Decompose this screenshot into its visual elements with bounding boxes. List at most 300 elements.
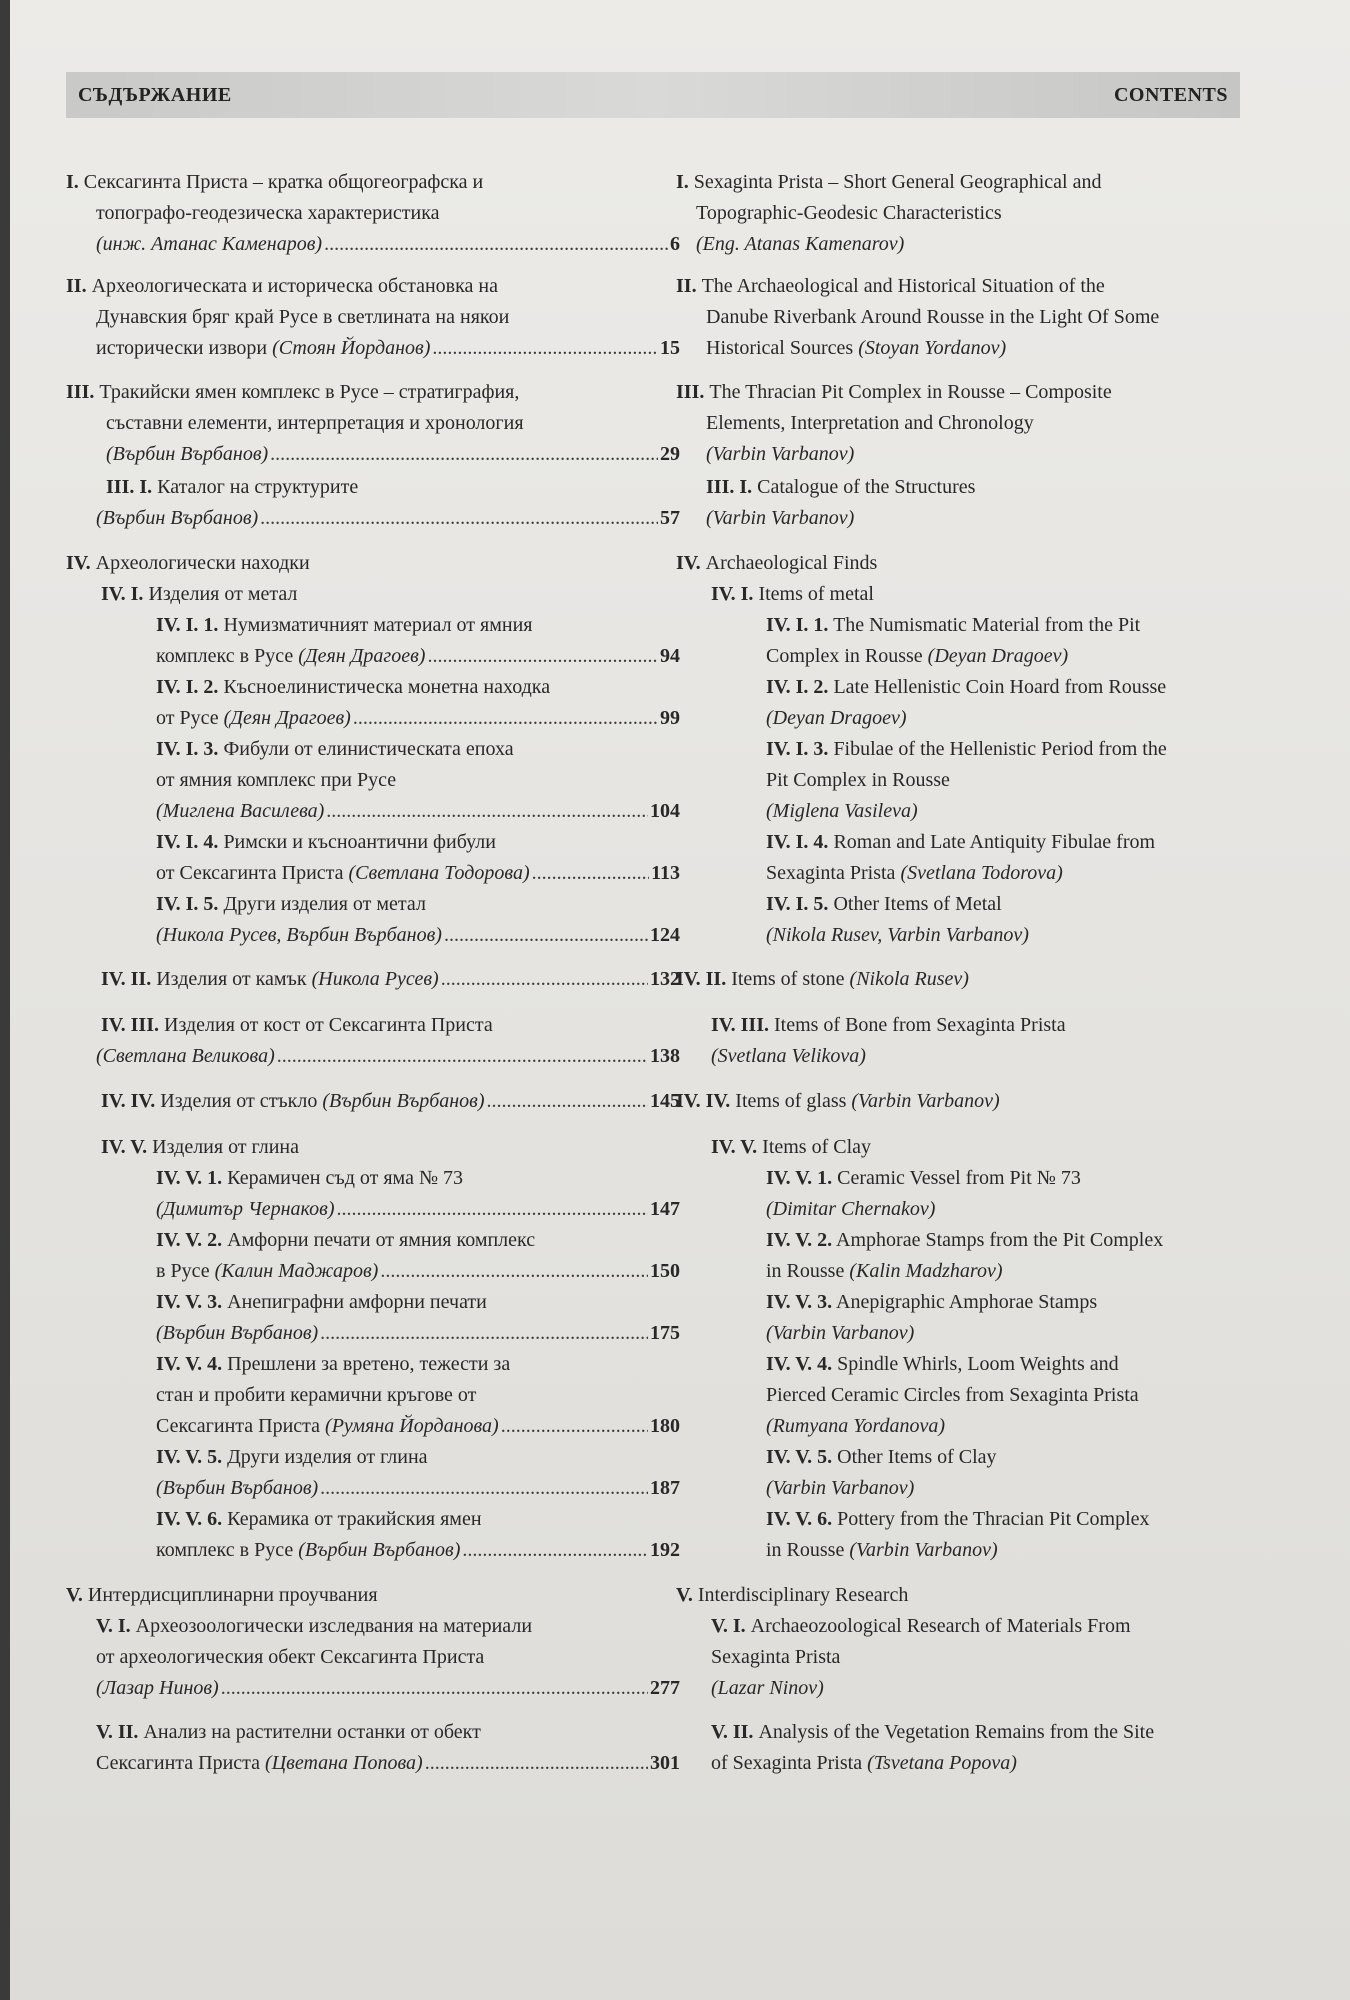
section-number: I. — [66, 171, 84, 193]
section-title: Анепиграфни амфорни печати — [222, 1291, 487, 1313]
toc-entry-en[interactable] — [676, 1086, 1266, 1117]
section-number: IV. V. 2. — [766, 1229, 833, 1251]
author-name: (Върбин Върбанов) — [156, 1322, 319, 1344]
author-name: (Цветана Попова) — [265, 1752, 423, 1774]
author-name: (инж. Атанас Каменаров) — [96, 233, 323, 255]
toc-line — [66, 1717, 680, 1748]
toc-entry-bg[interactable] — [66, 734, 680, 827]
toc-author-row — [676, 1473, 1266, 1504]
section-number: IV. IV. — [676, 1090, 736, 1112]
dot-leader — [444, 920, 648, 951]
page-number: 277 — [650, 1677, 680, 1699]
section-title: Фибули от елинистическата епоха — [218, 738, 514, 760]
toc-author-row — [66, 503, 680, 534]
section-title: Други изделия от метал — [218, 893, 426, 915]
toc-line — [676, 827, 1266, 858]
section-title: Керамичен съд от яма № 73 — [222, 1167, 464, 1189]
toc-author-row — [676, 1194, 1266, 1225]
toc-line — [66, 1611, 680, 1642]
dot-leader — [462, 1535, 648, 1566]
section-title: Римски и късноантични фибули — [218, 831, 496, 853]
toc-line — [676, 610, 1266, 641]
section-number: IV. V. 6. — [156, 1508, 223, 1530]
header-title-en: CONTENTS — [1113, 84, 1228, 106]
page-number: 180 — [650, 1415, 680, 1437]
toc-line — [66, 472, 680, 503]
toc-line — [66, 1442, 680, 1473]
toc-line: Danube Riverbank Around Rousse in the Light Of Some — [706, 306, 1160, 328]
section-number: V. — [66, 1584, 88, 1606]
author-name: (Svetlana Velikova) — [711, 1045, 866, 1067]
toc-author-row — [676, 439, 1266, 470]
toc-entry-bg[interactable] — [66, 1225, 680, 1287]
toc-author-row — [66, 1535, 680, 1566]
toc-author-row — [66, 439, 680, 470]
section-title: Catalogue of the Structures — [757, 476, 976, 498]
author-name: (Varbin Varbanov) — [706, 443, 855, 465]
author-name: (Svetlana Todorova) — [900, 862, 1063, 884]
toc-line — [676, 377, 1266, 408]
section-number: IV. I. 2. — [156, 676, 219, 698]
page-number: 99 — [660, 707, 680, 729]
section-number: IV. II. — [676, 968, 732, 990]
toc-line — [676, 271, 1266, 302]
section-number: IV. III. — [711, 1014, 774, 1036]
toc-author-row — [66, 1256, 680, 1287]
dot-leader — [337, 1194, 649, 1225]
section-number: III. — [676, 381, 710, 403]
dot-leader — [380, 1256, 648, 1287]
author-name: (Стоян Йорданов) — [272, 337, 431, 359]
section-title: Късноелинистическа монетна находка — [218, 676, 551, 698]
section-number: IV. V. 1. — [766, 1167, 833, 1189]
section-title: Interdisciplinary Research — [697, 1584, 909, 1606]
author-name: (Kalin Madzharov) — [849, 1260, 1003, 1282]
section-number: IV. V. 2. — [156, 1229, 223, 1251]
section-title: Items of stone — [731, 968, 850, 990]
dot-leader — [353, 703, 658, 734]
author-name: (Върбин Върбанов) — [96, 507, 259, 529]
toc-line — [676, 1504, 1266, 1535]
toc-line — [66, 672, 680, 703]
toc-line — [676, 1010, 1266, 1041]
toc-entry-en[interactable] — [676, 472, 1266, 534]
toc-line: съставни елементи, интерпретация и хронология — [106, 412, 524, 434]
section-title: в Русе — [156, 1260, 215, 1282]
toc-entry-bg[interactable] — [66, 1349, 680, 1442]
section-number: IV. V. 3. — [156, 1291, 223, 1313]
section-title: Spindle Whirls, Loom Weights and — [832, 1353, 1119, 1375]
toc-entry-en[interactable] — [676, 548, 1266, 610]
section-title: in Rousse — [766, 1260, 850, 1282]
toc-entry-en[interactable] — [676, 377, 1266, 470]
section-title: Изделия от глина — [152, 1136, 300, 1158]
section-number: IV. — [66, 552, 96, 574]
author-name: (Stoyan Yordanov) — [858, 337, 1007, 359]
author-name: (Miglena Vasileva) — [766, 800, 918, 822]
toc-entry-bg[interactable] — [66, 672, 680, 734]
toc-line: Elements, Interpretation and Chronology — [706, 412, 1034, 434]
contents-header-bar — [66, 72, 1240, 118]
toc-author-row — [676, 229, 1266, 260]
toc-line — [66, 1287, 680, 1318]
toc-entry-bg[interactable] — [66, 1132, 680, 1163]
toc-author-row — [676, 1256, 1266, 1287]
author-name: (Върбин Върбанов) — [298, 1539, 461, 1561]
section-title: Изделия от камък — [156, 968, 312, 990]
section-number: III. I. — [106, 476, 158, 498]
section-title: The Thracian Pit Complex in Rousse – Composite — [709, 381, 1112, 403]
dot-leader — [425, 1748, 648, 1779]
author-name: (Lazar Ninov) — [711, 1677, 824, 1699]
toc-author-row — [66, 1473, 680, 1504]
section-number: V. II. — [96, 1721, 144, 1743]
toc-line — [66, 1349, 680, 1380]
toc-author-row — [676, 1748, 1266, 1779]
section-number: IV. I. 1. — [156, 614, 219, 636]
section-title: комплекс в Русе — [156, 1539, 299, 1561]
section-number: IV. — [676, 552, 706, 574]
toc-entry-bg[interactable] — [66, 964, 680, 995]
section-title: Изделия от кост от Сексагинта Приста — [164, 1014, 493, 1036]
toc-line — [676, 472, 1266, 503]
toc-line — [66, 610, 680, 641]
section-title: Historical Sources — [706, 337, 859, 359]
toc-entry-bg[interactable] — [66, 827, 680, 889]
author-name: (Деян Драгоев) — [223, 707, 351, 729]
section-number: IV. V. 1. — [156, 1167, 223, 1189]
toc-author-row — [66, 858, 680, 889]
toc-entry-bg[interactable] — [66, 1086, 680, 1117]
toc-author-row — [676, 1535, 1266, 1566]
section-title: Analysis of the Vegetation Remains from the Site — [758, 1721, 1155, 1743]
dot-leader — [221, 1673, 648, 1704]
section-title: Археологически находки — [95, 552, 310, 574]
toc-author-row — [66, 796, 680, 827]
author-name: (Деян Драгоев) — [298, 645, 426, 667]
toc-entry-bg[interactable] — [66, 1717, 680, 1779]
dot-leader — [326, 796, 648, 827]
section-title: Other Items of Clay — [832, 1446, 997, 1468]
toc-entry-en[interactable] — [676, 964, 1266, 995]
section-number: III. I. — [706, 476, 758, 498]
author-name: (Върбин Върбанов) — [322, 1090, 485, 1112]
toc-entry-en[interactable] — [676, 672, 1266, 734]
page-number: 15 — [660, 337, 680, 359]
toc-line — [676, 1580, 1266, 1611]
contents-page — [10, 0, 1350, 2000]
dot-leader — [277, 1041, 648, 1072]
author-name: (Varbin Varbanov) — [849, 1539, 998, 1561]
toc-line — [66, 1504, 680, 1535]
section-number: III. — [66, 381, 100, 403]
page-number: 104 — [650, 800, 680, 822]
page-number: 187 — [650, 1477, 680, 1499]
toc-entry-en[interactable] — [676, 1010, 1266, 1072]
author-name: (Dimitar Chernakov) — [766, 1198, 936, 1220]
toc-entry-en[interactable] — [676, 1717, 1266, 1779]
toc-entry-bg[interactable] — [66, 1442, 680, 1504]
toc-entry-en[interactable] — [676, 1287, 1266, 1349]
toc-line — [66, 167, 680, 198]
section-number: V. II. — [711, 1721, 759, 1743]
dot-leader — [532, 858, 649, 889]
author-name: (Върбин Върбанов) — [156, 1477, 319, 1499]
toc-entry-en[interactable] — [676, 1225, 1266, 1287]
page-number: 147 — [650, 1198, 680, 1220]
toc-line — [66, 1163, 680, 1194]
toc-line: от ямния комплекс при Русе — [156, 769, 397, 791]
toc-entry-en[interactable] — [676, 1580, 1266, 1704]
author-name: (Varbin Varbanov) — [706, 507, 855, 529]
toc-line — [676, 1225, 1266, 1256]
toc-entry-bg[interactable] — [66, 1580, 680, 1704]
toc-author-row — [676, 1086, 1266, 1117]
toc-line: Дунавския бряг край Русе в светлината на някои — [96, 306, 510, 328]
author-name: (Никола Русев) — [311, 968, 439, 990]
section-title: Fibulae of the Hellenistic Period from the — [828, 738, 1167, 760]
author-name: (Nikola Rusev) — [849, 968, 969, 990]
section-title: in Rousse — [766, 1539, 850, 1561]
toc-entry-en[interactable] — [676, 827, 1266, 889]
toc-line — [66, 377, 680, 408]
toc-line — [676, 672, 1266, 703]
toc-entry-en[interactable] — [676, 1132, 1266, 1163]
toc-author-row — [676, 641, 1266, 672]
section-number: IV. I. — [711, 583, 759, 605]
toc-author-row — [676, 503, 1266, 534]
author-name: (Tsvetana Popova) — [867, 1752, 1017, 1774]
author-name: (Rumyana Yordanova) — [766, 1415, 946, 1437]
toc-entry-en[interactable] — [676, 167, 1266, 260]
author-name: (Върбин Върбанов) — [106, 443, 269, 465]
toc-author-row — [66, 641, 680, 672]
toc-line: топографо-геодезическа характеристика — [96, 202, 440, 224]
section-number: IV. V. — [101, 1136, 153, 1158]
dot-leader — [324, 229, 668, 260]
toc-entry-en[interactable] — [676, 1442, 1266, 1504]
section-title: Archaeological Finds — [705, 552, 878, 574]
author-name: (Лазар Нинов) — [96, 1677, 219, 1699]
section-title: Каталог на структурите — [157, 476, 359, 498]
section-title: Амфорни печати от ямния комплекс — [222, 1229, 536, 1251]
page-number: 138 — [650, 1045, 680, 1067]
toc-entry-bg[interactable] — [66, 889, 680, 951]
section-title: The Archaeological and Historical Situation of the — [701, 275, 1105, 297]
section-title: Изделия от метал — [148, 583, 298, 605]
toc-entry-en[interactable] — [676, 734, 1266, 827]
section-number: II. — [66, 275, 92, 297]
section-number: IV. I. 5. — [156, 893, 219, 915]
section-title: of Sexaginta Prista — [711, 1752, 868, 1774]
toc-author-row — [66, 333, 680, 364]
toc-entry-bg[interactable] — [66, 1010, 680, 1072]
author-name: (Румяна Йорданова) — [325, 1415, 499, 1437]
toc-entry-en[interactable] — [676, 1163, 1266, 1225]
toc-author-row — [676, 920, 1266, 951]
section-number: IV. III. — [101, 1014, 164, 1036]
toc-author-row — [66, 1748, 680, 1779]
section-number: V. I. — [711, 1615, 751, 1637]
section-title: Сексагинта Приста — [156, 1415, 326, 1437]
section-title: исторически извори — [96, 337, 273, 359]
dot-leader — [487, 1086, 648, 1117]
toc-line — [66, 889, 680, 920]
page-number: 124 — [650, 924, 680, 946]
toc-line: Pit Complex in Rousse — [766, 769, 950, 791]
section-number: IV. V. 4. — [156, 1353, 223, 1375]
toc-line — [66, 1132, 680, 1163]
toc-entry-bg[interactable] — [66, 472, 680, 534]
page-number: 132 — [650, 968, 680, 990]
author-name: (Никола Русев, Върбин Върбанов) — [156, 924, 442, 946]
toc-line — [676, 548, 1266, 579]
section-title: Items of Clay — [762, 1136, 872, 1158]
toc-line — [66, 1010, 680, 1041]
section-number: IV. IV. — [101, 1090, 161, 1112]
section-title: Amphorae Stamps from the Pit Complex — [832, 1229, 1164, 1251]
toc-author-row — [676, 1673, 1266, 1704]
author-name: (Nikola Rusev, Varbin Varbanov) — [766, 924, 1029, 946]
toc-entry-bg[interactable] — [66, 167, 680, 260]
section-number: IV. I. 5. — [766, 893, 829, 915]
toc-author-row — [676, 333, 1266, 364]
toc-entry-bg[interactable] — [66, 1287, 680, 1349]
toc-entry-en[interactable] — [676, 610, 1266, 672]
toc-author-row — [676, 796, 1266, 827]
author-name: (Eng. Atanas Kamenarov) — [696, 233, 905, 255]
section-number: IV. V. — [711, 1136, 763, 1158]
toc-line — [676, 1163, 1266, 1194]
section-number: IV. I. 4. — [156, 831, 219, 853]
toc-entry-en[interactable] — [676, 271, 1266, 364]
dot-leader — [320, 1473, 648, 1504]
toc-line: Pierced Ceramic Circles from Sexaginta Prista — [766, 1384, 1139, 1406]
dot-leader — [270, 439, 658, 470]
toc-entry-bg[interactable] — [66, 271, 680, 364]
section-title: Sexaginta Prista — [766, 862, 901, 884]
toc-line — [676, 889, 1266, 920]
author-name: (Димитър Чернаков) — [156, 1198, 335, 1220]
toc-line — [676, 1287, 1266, 1318]
section-number: IV. V. 6. — [766, 1508, 833, 1530]
toc-entry-en[interactable] — [676, 1504, 1266, 1566]
toc-line — [66, 548, 680, 579]
page-number: 175 — [650, 1322, 680, 1344]
toc-line: Topographic-Geodesic Characteristics — [696, 202, 1002, 224]
section-title: Sexaginta Prista – Short General Geographical and — [693, 171, 1102, 193]
section-title: Археозоологически изследвания на материали — [135, 1615, 533, 1637]
page-number: 57 — [660, 507, 680, 529]
toc-author-row — [676, 1411, 1266, 1442]
page-number: 301 — [650, 1752, 680, 1774]
dot-leader — [427, 641, 658, 672]
section-title: от Сексагинта Приста — [156, 862, 349, 884]
toc-entry-bg[interactable] — [66, 1504, 680, 1566]
toc-entry-en[interactable] — [676, 1349, 1266, 1442]
toc-entry-bg[interactable] — [66, 548, 680, 610]
section-title: комплекс в Русе — [156, 645, 299, 667]
toc-line — [66, 1225, 680, 1256]
section-title: Археологическата и историческа обстановка на — [91, 275, 498, 297]
section-number: IV. I. 4. — [766, 831, 829, 853]
toc-author-row — [66, 229, 680, 260]
section-number: V. I. — [96, 1615, 136, 1637]
page-number: 113 — [651, 862, 680, 884]
toc-author-row — [676, 858, 1266, 889]
section-number: II. — [676, 275, 702, 297]
section-number: I. — [676, 171, 694, 193]
section-title: Други изделия от глина — [222, 1446, 428, 1468]
section-number: IV. I. 3. — [766, 738, 829, 760]
toc-line — [66, 734, 680, 765]
dot-leader — [441, 964, 648, 995]
toc-entry-bg[interactable] — [66, 610, 680, 672]
section-number: IV. II. — [101, 968, 157, 990]
toc-line: Sexaginta Prista — [711, 1646, 841, 1668]
toc-author-row — [676, 964, 1266, 995]
toc-entry-bg[interactable] — [66, 377, 680, 470]
section-title: Roman and Late Antiquity Fibulae from — [828, 831, 1156, 853]
section-title: Изделия от стъкло — [160, 1090, 323, 1112]
author-name: (Миглена Василева) — [156, 800, 325, 822]
toc-line — [676, 1349, 1266, 1380]
toc-line — [66, 1580, 680, 1611]
author-name: (Калин Маджаров) — [214, 1260, 379, 1282]
toc-author-row — [66, 920, 680, 951]
dot-leader — [432, 333, 658, 364]
section-title: Тракийски ямен комплекс в Русе – стратиграфия, — [99, 381, 520, 403]
toc-author-row — [676, 1041, 1266, 1072]
section-number: V. — [676, 1584, 698, 1606]
section-title: Complex in Rousse — [766, 645, 928, 667]
section-title: Сексагинта Приста – кратка общогеографска и — [83, 171, 484, 193]
section-number: IV. I. — [101, 583, 149, 605]
author-name: (Varbin Varbanov) — [766, 1477, 915, 1499]
section-number: IV. V. 5. — [156, 1446, 223, 1468]
author-name: (Светлана Великова) — [96, 1045, 275, 1067]
page-number: 6 — [670, 233, 680, 255]
section-title: Интердисциплинарни проучвания — [87, 1584, 378, 1606]
section-number: IV. I. 2. — [766, 676, 829, 698]
toc-entry-en[interactable] — [676, 889, 1266, 951]
toc-author-row — [66, 964, 680, 995]
section-title: The Numismatic Material from the Pit — [828, 614, 1141, 636]
page-number: 94 — [660, 645, 680, 667]
author-name: (Светлана Тодорова) — [348, 862, 530, 884]
section-title: Items of metal — [758, 583, 874, 605]
section-number: IV. I. 3. — [156, 738, 219, 760]
section-title: Прешлени за вретено, тежести за — [222, 1353, 511, 1375]
toc-author-row — [66, 703, 680, 734]
toc-entry-bg[interactable] — [66, 1163, 680, 1225]
section-number: IV. V. 3. — [766, 1291, 833, 1313]
section-title: Ceramic Vessel from Pit № 73 — [832, 1167, 1081, 1189]
section-title: Items of glass — [735, 1090, 852, 1112]
toc-line — [66, 579, 680, 610]
toc-author-row — [66, 1041, 680, 1072]
toc-author-row — [66, 1194, 680, 1225]
section-number: IV. I. 1. — [766, 614, 829, 636]
toc-line — [676, 1611, 1266, 1642]
section-title: Archaeozoological Research of Materials From — [750, 1615, 1131, 1637]
toc-author-row — [66, 1086, 680, 1117]
toc-author-row — [676, 703, 1266, 734]
author-name: (Deyan Dragoev) — [927, 645, 1069, 667]
toc-line — [66, 271, 680, 302]
section-title: Керамика от тракийския ямен — [222, 1508, 482, 1530]
toc-line: от археологическия обект Сексагинта Приста — [96, 1646, 485, 1668]
